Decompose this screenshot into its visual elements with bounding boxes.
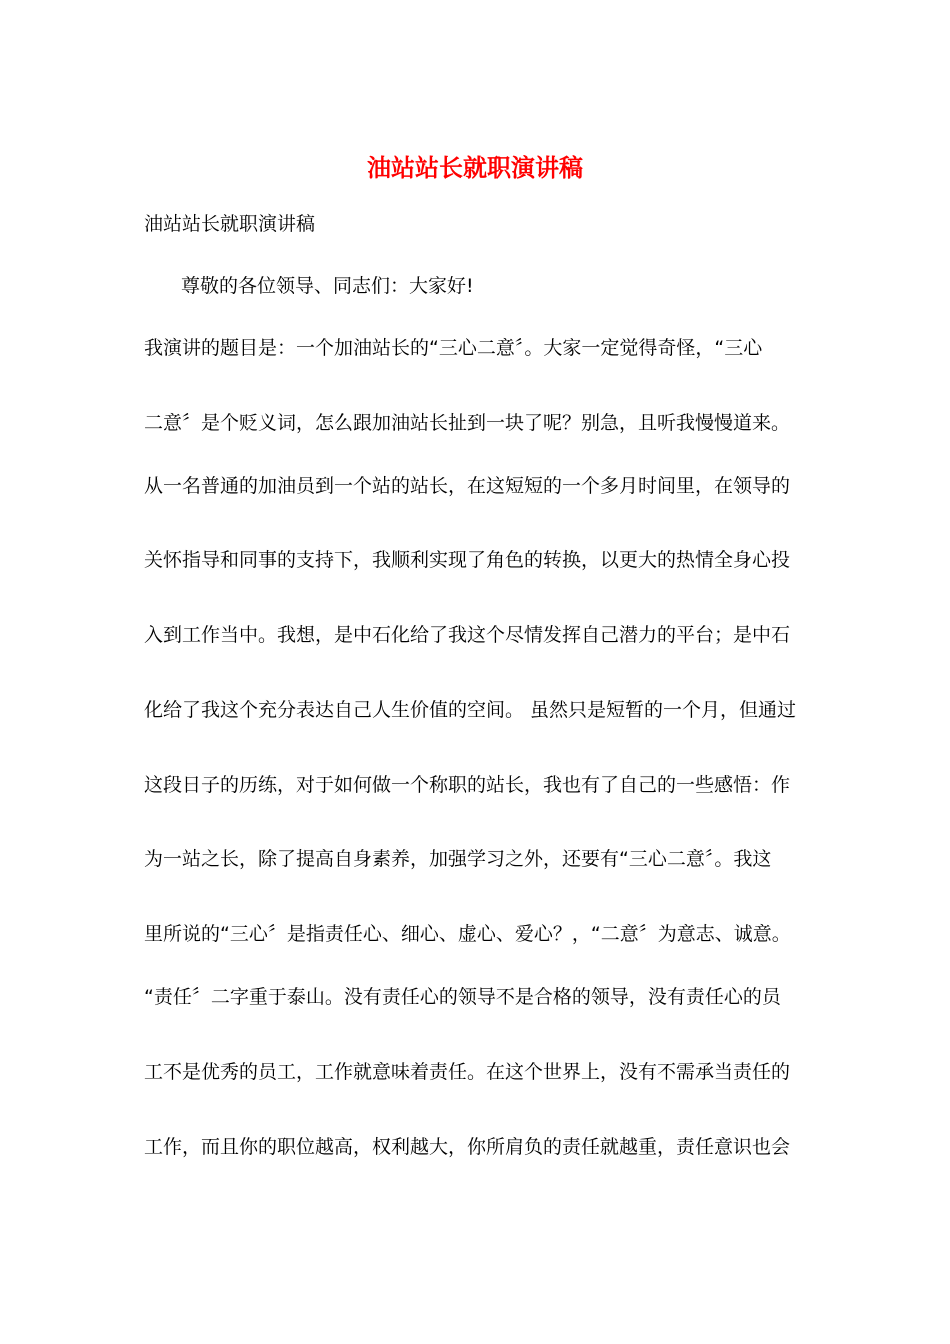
- body-line: 二意〞是个贬义词，怎么跟加油站长扯到一块了呢？别急，且听我慢慢道来。: [144, 412, 791, 434]
- body-line: “责任〞二字重于泰山。没有责任心的领导不是合格的领导，没有责任心的员: [144, 986, 781, 1008]
- body-line: 工作，而且你的职位越高，权利越大，你所肩负的责任就越重，责任意识也会: [144, 1136, 791, 1158]
- greeting-paragraph: 尊敬的各位领导、同志们：大家好!: [181, 275, 474, 297]
- body-line: 我演讲的题目是：一个加油站长的“三心二意〞。大家一定觉得奇怪，“三心: [144, 337, 763, 359]
- body-line: 从一名普通的加油员到一个站的站长，在这短短的一个多月时间里，在领导的: [144, 475, 791, 497]
- body-line: 入到工作当中。我想，是中石化给了我这个尽情发挥自己潜力的平台；是中石: [144, 624, 791, 646]
- document-subtitle: 油站站长就职演讲稿: [144, 213, 316, 235]
- body-line: 化给了我这个充分表达自己人生价值的空间。 虽然只是短暂的一个月，但通过: [144, 699, 797, 721]
- body-line: 关怀指导和同事的支持下，我顺利实现了角色的转换，以更大的热情全身心投: [144, 549, 791, 571]
- body-line: 为一站之长，除了提高自身素养，加强学习之外，还要有“三心二意〞。我这: [144, 848, 772, 870]
- document-title: 油站站长就职演讲稿: [367, 153, 583, 182]
- body-line: 这段日子的历练，对于如何做一个称职的站长，我也有了自己的一些感悟：作: [144, 774, 791, 796]
- body-line: 里所说的“三心〞是指责任心、细心、虚心、爱心？，“二意〞为意志、诚意。: [144, 923, 791, 945]
- body-line: 工不是优秀的员工，工作就意味着责任。在这个世界上，没有不需承当责任的: [144, 1061, 791, 1083]
